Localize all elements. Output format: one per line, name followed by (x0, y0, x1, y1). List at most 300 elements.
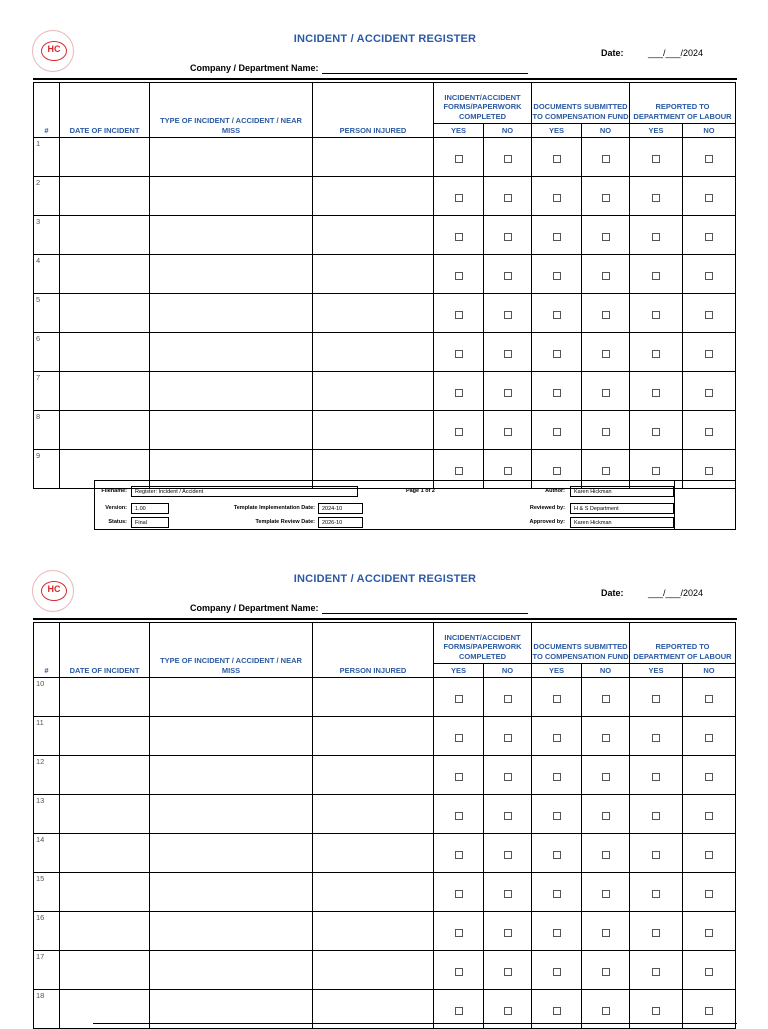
documents-yes-checkbox[interactable] (553, 428, 561, 436)
date-cell[interactable] (60, 717, 150, 756)
forms-no-checkbox[interactable] (504, 311, 512, 319)
forms-yes-checkbox[interactable] (455, 389, 463, 397)
status-value: Final (131, 517, 169, 528)
labour-no-checkbox[interactable] (705, 272, 713, 280)
type-cell[interactable] (150, 951, 313, 990)
table-row (34, 951, 736, 990)
forms-no-checkbox[interactable] (504, 389, 512, 397)
labour-yes-checkbox[interactable] (652, 851, 660, 859)
row-number: 15 (34, 873, 60, 912)
type-cell[interactable] (150, 873, 313, 912)
person-cell[interactable] (313, 678, 434, 717)
document-control-footer (94, 480, 736, 530)
col-header-yes: YES (434, 664, 484, 678)
type-cell[interactable] (150, 216, 313, 255)
register-table (33, 622, 736, 1029)
forms-yes-cell (434, 873, 484, 912)
labour-yes-checkbox[interactable] (652, 389, 660, 397)
documents-yes-checkbox[interactable] (553, 467, 561, 475)
row-number: 13 (34, 795, 60, 834)
forms-no-cell (484, 294, 532, 333)
documents-no-checkbox[interactable] (602, 389, 610, 397)
person-cell[interactable] (313, 372, 434, 411)
forms-no-checkbox[interactable] (504, 890, 512, 898)
documents-yes-cell (532, 138, 582, 177)
labour-yes-checkbox[interactable] (652, 812, 660, 820)
documents-yes-cell (532, 678, 582, 717)
person-cell[interactable] (313, 138, 434, 177)
documents-yes-checkbox[interactable] (553, 929, 561, 937)
labour-yes-cell (630, 873, 683, 912)
col-header-num: # (34, 623, 60, 678)
labour-no-checkbox[interactable] (705, 929, 713, 937)
company-logo (32, 570, 74, 612)
documents-no-cell (582, 372, 630, 411)
col-header-labour: REPORTED TO DEPARTMENT OF LABOUR (630, 83, 736, 124)
row-number: 6 (34, 333, 60, 372)
forms-yes-cell (434, 372, 484, 411)
approved-by-value: Karen Hickman (570, 517, 674, 528)
documents-yes-checkbox[interactable] (553, 851, 561, 859)
forms-yes-checkbox[interactable] (455, 233, 463, 241)
table-row (34, 177, 736, 216)
documents-no-checkbox[interactable] (602, 890, 610, 898)
forms-yes-checkbox[interactable] (455, 428, 463, 436)
header-divider (33, 78, 737, 80)
labour-yes-cell (630, 216, 683, 255)
date-field[interactable]: ___/___/2024 (648, 48, 704, 58)
table-row (34, 756, 736, 795)
date-cell[interactable] (60, 294, 150, 333)
forms-no-checkbox[interactable] (504, 233, 512, 241)
forms-no-cell (484, 912, 532, 951)
documents-yes-cell (532, 912, 582, 951)
register-page-2 (0, 540, 768, 1024)
forms-no-checkbox[interactable] (504, 968, 512, 976)
col-header-yes: YES (630, 664, 683, 678)
col-header-forms: INCIDENT/ACCIDENT FORMS/PAPERWORK COMPLETED (434, 623, 532, 664)
col-header-no: NO (484, 664, 532, 678)
documents-yes-cell (532, 333, 582, 372)
col-header-date: DATE OF INCIDENT (60, 83, 150, 138)
forms-no-cell (484, 216, 532, 255)
date-cell[interactable] (60, 756, 150, 795)
logo-emblem (41, 581, 67, 601)
documents-yes-cell (532, 216, 582, 255)
documents-yes-checkbox[interactable] (553, 890, 561, 898)
row-number: 18 (34, 990, 60, 1029)
labour-yes-cell (630, 912, 683, 951)
documents-no-cell (582, 795, 630, 834)
person-cell[interactable] (313, 951, 434, 990)
company-name-field[interactable] (322, 73, 528, 74)
documents-no-checkbox[interactable] (602, 233, 610, 241)
documents-yes-checkbox[interactable] (553, 812, 561, 820)
person-cell[interactable] (313, 756, 434, 795)
implementation-date-value: 2024-10 (318, 503, 363, 514)
labour-no-cell (683, 372, 736, 411)
row-number: 17 (34, 951, 60, 990)
row-number: 8 (34, 411, 60, 450)
forms-no-checkbox[interactable] (504, 350, 512, 358)
type-cell[interactable] (150, 333, 313, 372)
forms-no-cell (484, 138, 532, 177)
date-cell[interactable] (60, 912, 150, 951)
author-label: Author: (545, 488, 565, 494)
documents-no-checkbox[interactable] (602, 812, 610, 820)
row-number: 11 (34, 717, 60, 756)
documents-yes-checkbox[interactable] (553, 968, 561, 976)
person-cell[interactable] (313, 795, 434, 834)
forms-yes-cell (434, 255, 484, 294)
documents-no-cell (582, 216, 630, 255)
row-number: 4 (34, 255, 60, 294)
date-cell[interactable] (60, 834, 150, 873)
row-number: 2 (34, 177, 60, 216)
date-cell[interactable] (60, 177, 150, 216)
labour-yes-cell (630, 177, 683, 216)
documents-no-checkbox[interactable] (602, 350, 610, 358)
forms-yes-checkbox[interactable] (455, 929, 463, 937)
logo-text: HC (47, 584, 61, 594)
labour-yes-checkbox[interactable] (652, 155, 660, 163)
documents-yes-cell (532, 177, 582, 216)
labour-no-checkbox[interactable] (705, 1007, 713, 1015)
page-number: Page 1 of 2 (405, 488, 435, 494)
forms-yes-checkbox[interactable] (455, 155, 463, 163)
labour-yes-cell (630, 255, 683, 294)
type-cell[interactable] (150, 411, 313, 450)
documents-no-cell (582, 255, 630, 294)
filename-label: Filename: (101, 488, 127, 494)
forms-yes-checkbox[interactable] (455, 968, 463, 976)
row-number: 5 (34, 294, 60, 333)
labour-no-checkbox[interactable] (705, 350, 713, 358)
documents-no-checkbox[interactable] (602, 695, 610, 703)
documents-no-cell (582, 873, 630, 912)
type-cell[interactable] (150, 255, 313, 294)
forms-no-checkbox[interactable] (504, 194, 512, 202)
forms-yes-checkbox[interactable] (455, 695, 463, 703)
person-cell[interactable] (313, 912, 434, 951)
labour-yes-cell (630, 678, 683, 717)
labour-yes-cell (630, 372, 683, 411)
page-title: INCIDENT / ACCIDENT REGISTER (293, 573, 477, 585)
documents-yes-checkbox[interactable] (553, 1007, 561, 1015)
documents-yes-checkbox[interactable] (553, 272, 561, 280)
labour-yes-checkbox[interactable] (652, 1007, 660, 1015)
forms-yes-checkbox[interactable] (455, 194, 463, 202)
forms-no-checkbox[interactable] (504, 155, 512, 163)
table-row (34, 216, 736, 255)
version-value: 1.00 (131, 503, 169, 514)
labour-no-checkbox[interactable] (705, 812, 713, 820)
col-header-documents: DOCUMENTS SUBMITTED TO COMPENSATION FUND (532, 83, 630, 124)
labour-yes-cell (630, 333, 683, 372)
forms-no-checkbox[interactable] (504, 773, 512, 781)
documents-no-cell (582, 951, 630, 990)
labour-yes-checkbox[interactable] (652, 929, 660, 937)
version-label: Version: (105, 505, 127, 511)
labour-no-cell (683, 873, 736, 912)
implementation-date-label: Template Implementation Date: (233, 505, 315, 511)
col-header-labour: REPORTED TO DEPARTMENT OF LABOUR (630, 623, 736, 664)
page-title: INCIDENT / ACCIDENT REGISTER (293, 33, 477, 45)
person-cell[interactable] (313, 834, 434, 873)
person-cell[interactable] (313, 294, 434, 333)
labour-no-checkbox[interactable] (705, 467, 713, 475)
col-header-no: NO (484, 124, 532, 138)
documents-no-cell (582, 333, 630, 372)
documents-no-checkbox[interactable] (602, 311, 610, 319)
documents-yes-checkbox[interactable] (553, 389, 561, 397)
forms-no-checkbox[interactable] (504, 734, 512, 742)
labour-no-checkbox[interactable] (705, 194, 713, 202)
table-row (34, 138, 736, 177)
date-cell[interactable] (60, 873, 150, 912)
header-divider (33, 618, 737, 620)
documents-no-cell (582, 177, 630, 216)
documents-yes-checkbox[interactable] (553, 311, 561, 319)
forms-yes-cell (434, 951, 484, 990)
forms-yes-checkbox[interactable] (455, 773, 463, 781)
forms-no-checkbox[interactable] (504, 467, 512, 475)
labour-yes-cell (630, 138, 683, 177)
documents-no-checkbox[interactable] (602, 1007, 610, 1015)
forms-yes-checkbox[interactable] (455, 851, 463, 859)
person-cell[interactable] (313, 216, 434, 255)
forms-no-checkbox[interactable] (504, 272, 512, 280)
labour-no-checkbox[interactable] (705, 233, 713, 241)
person-cell[interactable] (313, 255, 434, 294)
documents-yes-checkbox[interactable] (553, 773, 561, 781)
table-row (34, 873, 736, 912)
documents-no-checkbox[interactable] (602, 155, 610, 163)
documents-no-cell (582, 294, 630, 333)
forms-yes-checkbox[interactable] (455, 467, 463, 475)
documents-no-cell (582, 834, 630, 873)
forms-no-cell (484, 678, 532, 717)
col-header-num: # (34, 83, 60, 138)
labour-no-cell (683, 255, 736, 294)
forms-yes-cell (434, 177, 484, 216)
documents-no-checkbox[interactable] (602, 734, 610, 742)
labour-yes-cell (630, 411, 683, 450)
type-cell[interactable] (150, 756, 313, 795)
documents-no-checkbox[interactable] (602, 968, 610, 976)
table-row (34, 678, 736, 717)
forms-no-cell (484, 795, 532, 834)
forms-no-cell (484, 756, 532, 795)
review-date-value: 2026-10 (318, 517, 363, 528)
date-cell[interactable] (60, 372, 150, 411)
type-cell[interactable] (150, 177, 313, 216)
col-header-type: TYPE OF INCIDENT / ACCIDENT / NEAR MISS (150, 623, 313, 678)
forms-no-checkbox[interactable] (504, 695, 512, 703)
labour-yes-checkbox[interactable] (652, 695, 660, 703)
col-header-person: PERSON INJURED (313, 623, 434, 678)
labour-no-checkbox[interactable] (705, 890, 713, 898)
labour-yes-checkbox[interactable] (652, 734, 660, 742)
forms-no-cell (484, 372, 532, 411)
forms-yes-checkbox[interactable] (455, 1007, 463, 1015)
documents-no-checkbox[interactable] (602, 194, 610, 202)
date-cell[interactable] (60, 411, 150, 450)
labour-no-cell (683, 294, 736, 333)
labour-yes-checkbox[interactable] (652, 890, 660, 898)
type-cell[interactable] (150, 678, 313, 717)
col-header-documents: DOCUMENTS SUBMITTED TO COMPENSATION FUND (532, 623, 630, 664)
labour-no-cell (683, 717, 736, 756)
forms-no-cell (484, 951, 532, 990)
table-row (34, 333, 736, 372)
date-field[interactable]: ___/___/2024 (648, 588, 704, 598)
documents-no-checkbox[interactable] (602, 467, 610, 475)
col-header-no: NO (683, 664, 736, 678)
labour-yes-checkbox[interactable] (652, 233, 660, 241)
labour-yes-cell (630, 717, 683, 756)
forms-no-cell (484, 333, 532, 372)
labour-no-checkbox[interactable] (705, 851, 713, 859)
col-header-no: NO (683, 124, 736, 138)
labour-no-checkbox[interactable] (705, 734, 713, 742)
reviewed-by-value: H & S Department (570, 503, 674, 514)
person-cell[interactable] (313, 717, 434, 756)
row-number: 1 (34, 138, 60, 177)
reviewed-by-label: Reviewed by: (529, 505, 565, 511)
col-header-no: NO (582, 124, 630, 138)
labour-no-cell (683, 678, 736, 717)
labour-no-cell (683, 951, 736, 990)
labour-yes-checkbox[interactable] (652, 773, 660, 781)
table-row (34, 372, 736, 411)
person-cell[interactable] (313, 873, 434, 912)
forms-no-checkbox[interactable] (504, 929, 512, 937)
person-cell[interactable] (313, 333, 434, 372)
documents-yes-cell (532, 255, 582, 294)
labour-yes-checkbox[interactable] (652, 428, 660, 436)
labour-yes-checkbox[interactable] (652, 272, 660, 280)
labour-yes-checkbox[interactable] (652, 194, 660, 202)
documents-no-checkbox[interactable] (602, 272, 610, 280)
documents-yes-checkbox[interactable] (553, 734, 561, 742)
documents-yes-cell (532, 717, 582, 756)
type-cell[interactable] (150, 795, 313, 834)
documents-yes-checkbox[interactable] (553, 350, 561, 358)
table-row (34, 795, 736, 834)
labour-yes-checkbox[interactable] (652, 311, 660, 319)
company-label: Company / Department Name: (190, 603, 319, 613)
row-number: 16 (34, 912, 60, 951)
documents-yes-cell (532, 951, 582, 990)
labour-yes-cell (630, 756, 683, 795)
documents-no-checkbox[interactable] (602, 773, 610, 781)
person-cell[interactable] (313, 177, 434, 216)
col-header-yes: YES (630, 124, 683, 138)
forms-no-checkbox[interactable] (504, 1007, 512, 1015)
date-label: Date: (601, 48, 624, 58)
forms-yes-cell (434, 138, 484, 177)
labour-yes-checkbox[interactable] (652, 968, 660, 976)
date-cell[interactable] (60, 678, 150, 717)
labour-no-cell (683, 411, 736, 450)
forms-no-checkbox[interactable] (504, 428, 512, 436)
forms-yes-checkbox[interactable] (455, 734, 463, 742)
forms-yes-checkbox[interactable] (455, 272, 463, 280)
forms-yes-checkbox[interactable] (455, 350, 463, 358)
register-table (33, 82, 736, 489)
forms-yes-checkbox[interactable] (455, 812, 463, 820)
forms-yes-cell (434, 795, 484, 834)
labour-no-checkbox[interactable] (705, 695, 713, 703)
date-cell[interactable] (60, 333, 150, 372)
row-number: 9 (34, 450, 60, 489)
labour-no-cell (683, 138, 736, 177)
documents-yes-checkbox[interactable] (553, 155, 561, 163)
documents-yes-cell (532, 756, 582, 795)
date-cell[interactable] (60, 795, 150, 834)
row-number: 12 (34, 756, 60, 795)
documents-yes-checkbox[interactable] (553, 233, 561, 241)
company-label: Company / Department Name: (190, 63, 319, 73)
type-cell[interactable] (150, 834, 313, 873)
date-cell[interactable] (60, 951, 150, 990)
labour-yes-checkbox[interactable] (652, 467, 660, 475)
company-name-field[interactable] (322, 613, 528, 614)
labour-no-checkbox[interactable] (705, 155, 713, 163)
forms-yes-checkbox[interactable] (455, 890, 463, 898)
col-header-yes: YES (532, 124, 582, 138)
table-row (34, 834, 736, 873)
type-cell[interactable] (150, 717, 313, 756)
row-number: 10 (34, 678, 60, 717)
documents-no-checkbox[interactable] (602, 428, 610, 436)
documents-yes-checkbox[interactable] (553, 194, 561, 202)
documents-no-checkbox[interactable] (602, 929, 610, 937)
type-cell[interactable] (150, 294, 313, 333)
col-header-yes: YES (532, 664, 582, 678)
type-cell[interactable] (150, 138, 313, 177)
row-number: 14 (34, 834, 60, 873)
documents-no-checkbox[interactable] (602, 851, 610, 859)
labour-no-checkbox[interactable] (705, 311, 713, 319)
forms-yes-checkbox[interactable] (455, 311, 463, 319)
type-cell[interactable] (150, 372, 313, 411)
date-cell[interactable] (60, 255, 150, 294)
documents-yes-cell (532, 795, 582, 834)
date-cell[interactable] (60, 138, 150, 177)
forms-no-checkbox[interactable] (504, 812, 512, 820)
status-label: Status: (108, 519, 127, 525)
type-cell[interactable] (150, 912, 313, 951)
documents-yes-cell (532, 411, 582, 450)
date-cell[interactable] (60, 216, 150, 255)
person-cell[interactable] (313, 411, 434, 450)
forms-no-cell (484, 411, 532, 450)
logo-emblem (41, 41, 67, 61)
labour-no-checkbox[interactable] (705, 389, 713, 397)
forms-no-checkbox[interactable] (504, 851, 512, 859)
labour-no-checkbox[interactable] (705, 773, 713, 781)
documents-yes-checkbox[interactable] (553, 695, 561, 703)
labour-no-checkbox[interactable] (705, 428, 713, 436)
labour-yes-cell (630, 834, 683, 873)
date-label: Date: (601, 588, 624, 598)
labour-yes-checkbox[interactable] (652, 350, 660, 358)
labour-no-cell (683, 177, 736, 216)
labour-no-checkbox[interactable] (705, 968, 713, 976)
forms-no-cell (484, 717, 532, 756)
